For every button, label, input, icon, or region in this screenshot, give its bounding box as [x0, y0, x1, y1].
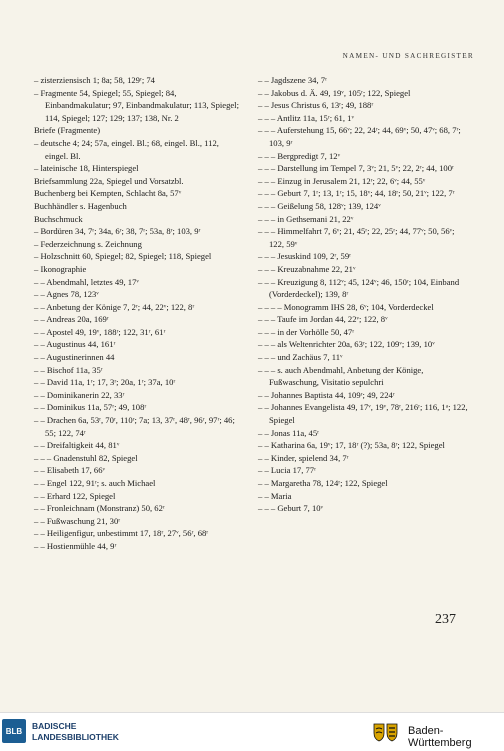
index-entry: – – Margaretha 78, 124ʳ; 122, Spiegel [258, 478, 388, 488]
index-entry: – – Dreifaltigkeit 44, 81ᵛ [34, 440, 120, 451]
index-entry: – Fragmente 54, Spiegel; 55, Spiegel; 84, Einbandmakulatur; 97, Einbandmakulatur; 113, Spiegel; 114, Spiegel; 127; 129; 137; 138, Nr. 2 [34, 87, 239, 123]
index-column-left [34, 74, 244, 553]
index-entry: – – – Geburt 7, 1ʳ; 13, 1ʳ; 15, 18ᵛ; 44, 18ʳ; 50, 21ᵛ; 122, 7ʳ [258, 188, 455, 199]
index-entry: Briefe (Fragmente) [34, 125, 101, 136]
index-entry: – – Fronleichnam (Monstranz) 50, 62ʳ [34, 503, 165, 514]
index-entry: – – Johannes Baptista 44, 109ʳ; 49, 224ʳ [258, 389, 395, 400]
index-entry: – – Apostel 49, 19ᵛ, 188ʳ; 122, 31ʳ, 61ʳ [34, 326, 166, 337]
index-entry: – – Jakobus d. Ä. 49, 19ᵛ, 105ʳ; 122, Spiegel [258, 87, 411, 98]
index-entry: – – Augustinus 44, 161ʳ [34, 339, 116, 350]
blb-logo-icon[interactable]: BLB [2, 719, 26, 743]
index-entry: – – – in Gethsemani 21, 22ᵛ [258, 213, 354, 224]
blb-name-line2: LANDESBIBLIOTHEK [32, 731, 119, 742]
index-entry: – – David 11a, 1ʳ; 17, 3ʳ; 20a, 1ʳ; 37a, 10ʳ [34, 377, 176, 388]
index-entry: – – Johannes Evangelista 49, 17ᵛ, 19ᵛ, 78ʳ, 216ʳ; 116, 1ᵃ; 122, Spiegel [258, 402, 468, 426]
index-entry: – – Anbetung der Könige 7, 2ʳ; 44, 22ᵛ; 122, 8ʳ [34, 301, 195, 312]
index-entry: – – – Darstellung im Tempel 7, 3ᵛ; 21, 5ᵛ; 22, 2ʳ; 44, 100ʳ [258, 163, 454, 174]
index-entry: – – – Jesuskind 109, 2ʳ, 59ʳ [258, 251, 352, 262]
index-entry: – – Katharina 6a, 19ᵛ; 17, 18ʳ (?); 53a, 8ʳ; 122, Spiegel [258, 440, 445, 451]
index-entry: – – Jesus Christus 6, 13ʳ; 49, 188ʳ [258, 100, 374, 111]
index-entry: – – Engel 122, 91ʳ; s. auch Michael [34, 478, 156, 488]
index-entry: – – Erhard 122, Spiegel [34, 490, 116, 501]
index-entry: – – Dominikanerin 22, 33ʳ [34, 389, 125, 400]
index-entry: – – – Geißelung 58, 128ᵛ; 139, 124ᵛ [258, 200, 381, 211]
index-entry: – Federzeichnung s. Zeichnung [34, 238, 142, 249]
index-entry: – – – und Zachäus 7, 11ᵛ [258, 352, 343, 363]
index-entry: Briefsammlung 22a, Spiegel und Vorsatzbl. [34, 175, 184, 186]
index-entry: – – – s. auch Abendmahl, Anbetung der Könige, Fußwaschung, Visitatio sepulchri [258, 364, 424, 388]
index-entry: – – – – Monogramm IHS 28, 6ᵛ; 104, Vorderdeckel [258, 301, 434, 312]
index-entry: – – Hostienmühle 44, 9ʳ [34, 540, 117, 551]
index-entry: – – Dominikus 11a, 57ʳ; 49, 108ʳ [34, 402, 147, 413]
index-entry: – zisterziensisch 1; 8a; 58, 129ʳ; 74 [34, 75, 155, 85]
index-entry: – – Augustinerinnen 44 [34, 352, 115, 363]
page-number: 237 [435, 612, 456, 627]
index-entry: – – – Kreuzigung 8, 112ᵛ; 45, 124ᵛ; 46, 150ʳ; 104, Einband (Vorderdeckel); 139, 8ʳ [258, 276, 460, 300]
index-entry: – deutsche 4; 24; 57a, eingel. Bl.; 68, eingel. Bl., 112, eingel. Bl. [34, 137, 219, 161]
index-column-right [258, 74, 470, 515]
index-entry: – – – Bergpredigt 7, 12ᵛ [258, 150, 341, 161]
index-entry: – – – Gnadenstuhl 82, Spiegel [34, 452, 138, 463]
index-entry: – – Drachen 6a, 53ʳ, 70ʳ, 110ʳ; 7a; 13, 37ʳ, 48ʳ, 96ʳ, 97ʳ; 46; 55; 122, 74ʳ [34, 415, 235, 438]
index-entry: – – – Einzug in Jerusalem 21, 12ʳ; 22, 6ᵛ; 44, 55ᵛ [258, 175, 426, 186]
index-entry: – – – Taufe im Jordan 44, 22ᵛ; 122, 8ᵛ [258, 314, 388, 325]
index-entry: – Bordüren 34, 7ʳ; 34a, 6ʳ; 38, 7ʳ; 53a, 8ʳ; 103, 9ʳ [34, 226, 201, 237]
baden-wuerttemberg-name[interactable]: Baden-Württemberg [408, 725, 472, 749]
index-entry: – lateinische 18, Hinterspiegel [34, 163, 139, 174]
index-entry: – – Lucia 17, 77ʳ [258, 465, 316, 476]
index-entry: – – – als Weltenrichter 20a, 63ʳ; 122, 109ᵛ; 139, 10ᵛ [258, 339, 435, 350]
index-entry: Buchhändler s. Hagenbuch [34, 200, 127, 211]
index-entry: – – – Antlitz 11a, 15ʳ; 61, 1ᵛ [258, 112, 354, 123]
index-entry: – – – Himmelfahrt 7, 6ᵛ; 21, 45ʳ; 22, 25ʳ; 44, 77ᵛ; 50, 56ᵛ; 122, 59ᵛ [258, 226, 455, 249]
baden-wuerttemberg-crest-icon[interactable] [371, 721, 401, 743]
blb-name-line1: BADISCHE [32, 721, 77, 731]
running-header: NAMEN- UND SACHREGISTER [342, 52, 474, 60]
index-entry: Buchschmuck [34, 213, 83, 224]
index-entry: – Holzschnitt 60, Spiegel; 82, Spiegel; 118, Spiegel [34, 251, 212, 262]
index-entry: – – Jagdszene 34, 7ʳ [258, 75, 327, 85]
index-entry: – – Jonas 11a, 45ʳ [258, 427, 319, 438]
index-entry: – – Elisabeth 17, 66ᵛ [34, 465, 106, 476]
index-entry: – – Heiligenfigur, unbestimmt 17, 18ʳ, 27ᵛ, 56ʳ, 68ʳ [34, 528, 209, 539]
index-entry: – – Bischof 11a, 35ʳ [34, 364, 103, 375]
index-entry: – – Fußwaschung 21, 30ʳ [34, 515, 121, 526]
index-entry: – – – in der Vorhölle 50, 47ʳ [258, 326, 355, 337]
index-entry: – – Agnes 78, 123ᵛ [34, 289, 99, 300]
index-entry: – Ikonographie [34, 263, 87, 274]
index-entry: – – – Kreuzabnahme 22, 21ᵛ [258, 263, 356, 274]
index-entry: – – Abendmahl, letztes 49, 17ᵛ [34, 276, 139, 287]
index-entry: – – Andreas 20a, 169ʳ [34, 314, 109, 325]
library-footer [0, 712, 504, 751]
blb-name[interactable] [32, 721, 119, 742]
index-entry: – – Kinder, spielend 34, 7ʳ [258, 452, 349, 463]
index-entry: – – Maria [258, 490, 292, 501]
index-entry: – – – Geburt 7, 10ᵛ [258, 503, 324, 514]
index-entry: Buchenberg bei Kempten, Schlacht 8a, 57ᵛ [34, 188, 182, 199]
index-entry: – – – Auferstehung 15, 66ᵛ; 22, 24ʳ; 44, 69ᵛ; 50, 47ᵛ; 68, 7ʳ; 103, 9ʳ [258, 125, 461, 148]
